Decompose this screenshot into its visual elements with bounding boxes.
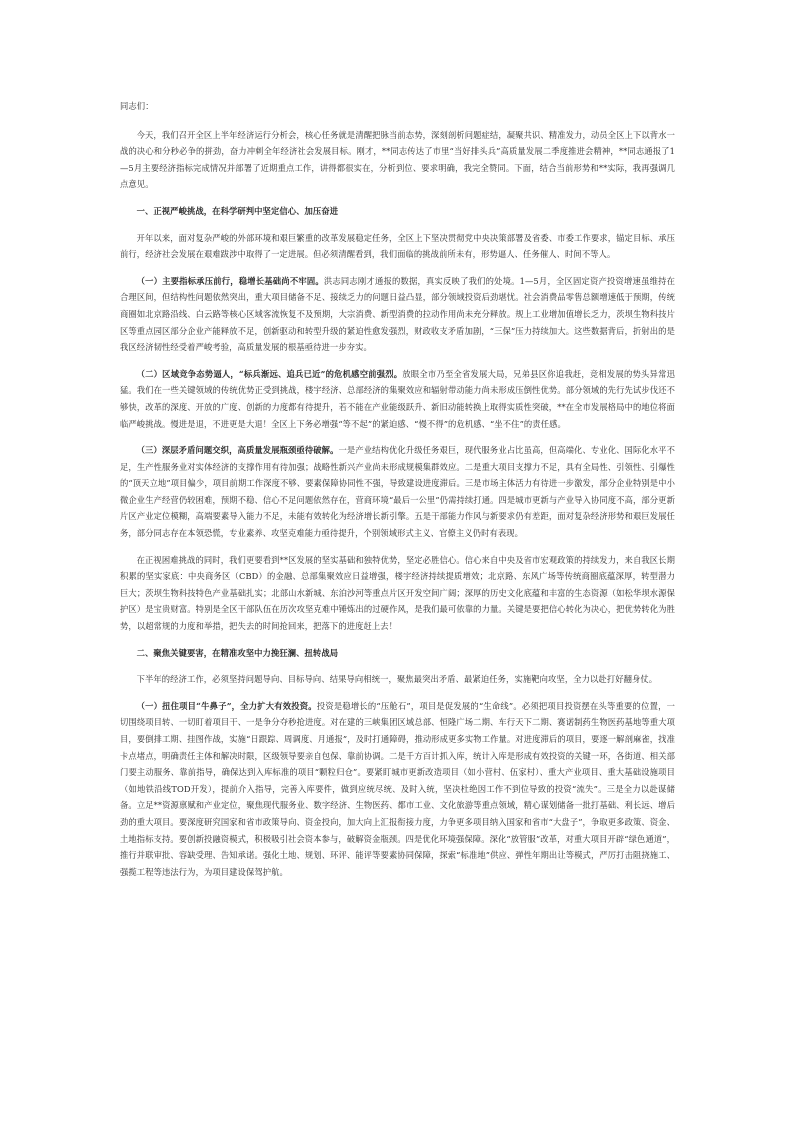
paragraph: 开年以来，面对复杂严峻的外部环境和艰巨繁重的改革发展稳定任务，全区上下坚决贯彻党中央决策部署及省委、市委工作要求，锚定目标、承压前行，经济社会发展在艰难跋涉中取得了一定进展。但必须清醒看到，我们面临的挑战前所未有，形势逼人、任务催人、时间不等人。 [120,232,675,260]
section-heading-1: 一、正视严峻挑战，在科学研判中坚定信心、加压奋进 [136,205,339,216]
paragraph-body: 投资是稳增长的“压舱石”，项目是促发展的“生命线”。必须把项目投资摆在头等重要的位置，一切围绕项目转、一切盯着项目干、一是争分夺秒抢进度。对在建的三峡集团区域总部、恒隆广场二期、车行天下二期、赛诺制药生物医药基地等重大项目，要倒排工期、挂图作战，实施“日跟踪、周调度、月通报”，及时打通障碍，推动形成更多实物工作量。对进度滞后的项目，要逐一解剖麻雀，找准卡点堵点，明确责任主体和解决时限，区级领导要亲自包保、靠前协调。二是千方百计抓入库，统计入库是形成有效投资的关键一环，各街道、相关部门要主动服务、靠前指导，确保达到入库标准的项目“颗粒归仓”。要紧盯城市更新改造项目（如小营村、伍家村）、重大产业项目、重大基础设施项目（如地铁沿线TOD开发），提前介入指导，完善入库要件，做到应统尽统、及时入统，坚决杜绝因工作不到位导致的投资“流失”。三是全力以赴谋储备。立足**资源禀赋和产业定位，聚焦现代服务业、数字经济、生物医药、都市工业、文化旅游等重点领域，精心谋划储备一批打基础、利长远、增后劲的重大项目。要深度研究国家和省市政策导向、资金投向，加大向上汇报衔接力度，力争更多项目纳入国家和省市“大盘子”，争取更多政策、资金、土地指标支持。要创新投融资模式，积极吸引社会资本参与，破解资金瓶颈。四是优化环境强保障。深化“放管服”改革，对重大项目开辟“绿色通道”，推行并联审批、容缺受理、告知承诺。强化土地、规划、环评、能评等要素协同保障，探索“标准地”供应、弹性年期出让等模式，严厉打击阻挠施工、强揽工程等违法行为，为项目建设保驾护航。 [120,700,675,877]
paragraph-body: 一是产业结构优化升级任务艰巨，现代服务业占比虽高，但高端化、专业化、国际化水平不足，生产性服务业对实体经济的支撑作用有待加强；战略性新兴产业尚未形成规模集群效应。二是重大项目支撑力不足，具有全局性、引领性、引爆性的“顶天立地”项目偏少，项目前期工作深度不够、要素保障协同性不强，导致建设进度滞后。三是市场主体活力有待进一步激发，部分企业特别是中小微企业生产经营仍较困难，预期不稳、信心不足问题依然存在，营商环境“最后一公里”仍需持续打通。四是城市更新与产业导入协同度不高，部分更新片区产业定位模糊，高端要素导入能力不足，未能有效转化为经济增长新引擎。五是干部能力作风与新要求仍有差距，面对复杂经济形势和艰巨发展任务，部分同志存在本领恐慌，专业素养、攻坚克难能力亟待提升，个别领域形式主义、官僚主义仍时有表现。 [120,445,675,539]
paragraph [120,442,675,542]
paragraph-body: 洪志同志刚才通报的数据，真实反映了我们的处境。1—5月，全区固定资产投资增速虽维持在合理区间，但结构性问题依然突出，重大项目储备不足、接续乏力的问题日益凸显，部分领域投资后劲堪忧。社会消费品零售总额增速低于预期，传统商圈如北京路沿线、白云路等核心区域客流恢复不及预期，大宗消费、新型消费的拉动作用尚未充分释放。规上工业增加值增长乏力，茨坝生物科技片区等重点园区部分企业产能释放不足，创新驱动和转型升级的紧迫性愈发强烈，财政收支矛盾加剧，“三保”压力持续加大。这些数据背后，折射出的是我区经济韧性经受着严峻考验，高质量发展的根基亟待进一步夯实。 [120,275,676,353]
paragraph: 在正视困难挑战的同时，我们更要看到**区发展的坚实基础和独特优势，坚定必胜信心。信心来自中央及省市宏观政策的持续发力，来自我区长期积累的坚实家底：中央商务区（CBD）的金融、总部集聚效应日益增强，楼宇经济持续提质增效；北京路、东风广场等传统商圈底蕴深厚，转型潜力巨大；茨坝生物科技特色产业基础扎实；北部山水新城、东泊沙河等重点片区开发空间广阔；深厚的历史文化底蕴和丰富的生态资源（如松华坝水源保护区）是宝贵财富。特别是全区干部队伍在历次攻坚克难中锤炼出的过硬作风，是我们最可依靠的力量。关键是要把信心转化为决心，把优势转化为胜势，以超常规的力度和举措，把失去的时间抢回来，把落下的进度赶上去！ [120,554,675,632]
paragraph-body: 放眼全市乃至全省发展大局，兄弟县区你追我赶，竞相发展的势头异常迅猛。我们在一些关键领域的传统优势正受到挑战，楼宇经济、总部经济的集聚效应和辐射带动能力尚未形成压倒性优势。部分领域的先行先试步伐还不够快，改革的深度、开放的广度、创新的力度都有待提升，若不能在产业能级跃升、新旧动能转换上取得实质性突破，**在全市发展格局中的地位将面临严峻挑战。慢进是退，不进更是大退！全区上下务必增强“等不起”的紧迫感、“慢不得”的危机感、“坐不住”的责任感。 [120,368,676,429]
paragraph [120,273,675,356]
paragraph: 下半年的经济工作，必须坚持问题导向、目标导向、结果导向相统一，聚焦最突出矛盾、最紧迫任务，实施靶向攻坚，全力以赴打好翻身仗。 [136,674,658,685]
subheading: （一）扭住项目“牛鼻子”，全力扩大有效投资。 [136,700,317,711]
subheading: （一）主要指标承压前行，稳增长基础尚不牢固。 [136,275,324,286]
section-heading-2: 二、聚焦关键要害，在精准攻坚中力挽狂澜、扭转战局 [136,647,339,658]
intro-paragraph: 今天，我们召开全区上半年经济运行分析会，核心任务就是清醒把脉当前态势，深刻剖析问题症结，凝聚共识、精准发力，动员全区上下以背水一战的决心和分秒必争的拼劲，奋力冲刺全年经济社会发展目标。刚才，**同志传达了市里“当好排头兵”高质量发展二季度推进会精神，**同志通报了1—5月主要经济指标完成情况并部署了近期重点工作，讲得都很实在，分析到位、要求明确，我完全赞同。下面，结合当前形势和**实际，我再强调几点意见。 [120,129,675,190]
subheading: （三）深层矛盾问题交织，高质量发展瓶颈亟待破解。 [136,445,339,456]
subheading: （二）区域竞争态势逼人，“标兵渐远、追兵已近”的危机感空前强烈。 [136,368,403,379]
paragraph [120,366,675,432]
paragraph [120,698,675,881]
document-page [120,98,675,890]
salutation: 同志们： [120,101,154,111]
